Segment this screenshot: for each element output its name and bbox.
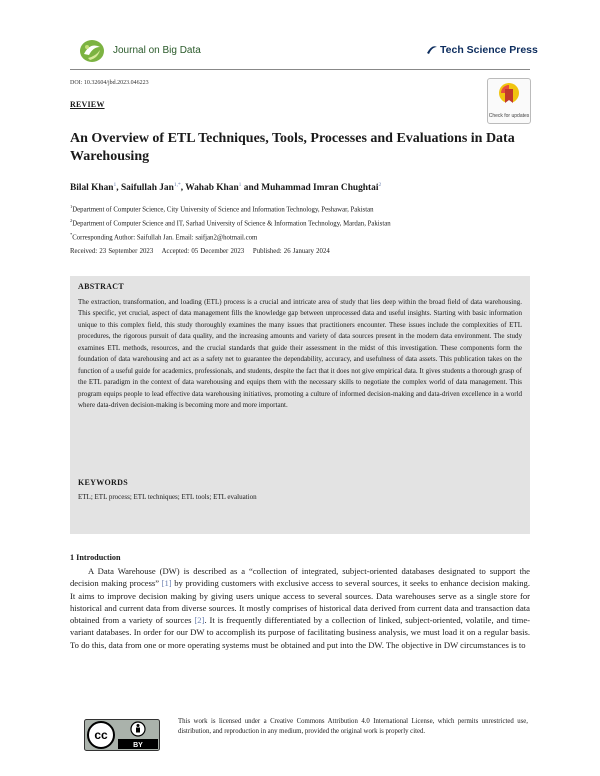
affiliation-mark: 2 (70, 218, 73, 223)
corresponding-text: Corresponding Author: Saifullah Jan. Email: saifjan2@hotmail.com (72, 234, 258, 242)
doi[interactable]: DOI: 10.32604/jbd.2023.046223 (70, 80, 149, 86)
journal-name: Journal on Big Data (113, 45, 201, 56)
keywords-text: ETL; ETL process; ETL techniques; ETL tools; ETL evaluation (78, 493, 257, 501)
corresponding-author (70, 232, 257, 241)
abstract-box (70, 276, 530, 534)
publisher-name: Tech Science Press (440, 44, 538, 56)
author-affiliation-mark: 1,* (173, 182, 181, 188)
author-name: Wahab Khan (185, 183, 239, 194)
publisher-swoosh-icon (426, 44, 438, 56)
citation-link[interactable]: [1] (161, 578, 172, 589)
author-name: Saifullah Jan (120, 183, 174, 194)
by-label: BY (133, 742, 143, 749)
intro-text-part: . It is frequently differentiated by a collection of linked, subject-oriented, volatile, and time-variant databases. In order for our DW to accomplish its purpose of facilitating business analysis, we must load it on a regular basis. To do this, data from one or more operating systems must be obtained and put into the DW. The objective in DW circumstances is to (70, 615, 530, 650)
affiliation-mark: 1 (70, 204, 73, 209)
section-heading: 1 Introduction (70, 553, 121, 562)
creative-commons-icon (84, 719, 160, 751)
corresponding-mark: * (70, 232, 73, 237)
affiliation-text: Department of Computer Science and IT, Sarhad University of Science & Information Technology, Mardan, Pakistan (72, 220, 391, 228)
intro-text-part: A Data Warehouse (DW) is described as a “collection of integrated, subject-oriented databases designated to support the decision making process” (70, 566, 530, 589)
author-name: Muhammad Imran Chughtai (261, 183, 379, 194)
author-affiliation-mark: 1 (113, 182, 117, 188)
publisher-logo (426, 44, 538, 56)
abstract-text: The extraction, transformation, and loading (ETL) process is a crucial and intricate area of study that lies deep within the broad field of data warehousing. This specific, yet crucial, aspect of data management fills the knowledge gap between unprocessed data and useful insights. Starting with basic information unique to this complex field, this study thoroughly examines the many issues that practitioners encounter. These issues include the complexities of ETL procedures, the rigorous pursuit of data quality, and the increasing amounts and variety of data sources present in the modern data environment. The study examines ETL methods, resources, and the crucial standards that guide their assessment in the midst of this investigation. These components form the foundation of data warehousing and act as a safety net to guarantee the dependability, accuracy, and usefulness of data assets. This publication takes on the function of a useful guide for academics, professionals, and students, despite the fact that it does not give empirical data. It gives students a thorough grasp of the ETL paradigm in the context of data warehousing and equips them with the necessary skills to negotiate the complex world of data management. This program equips people to lead effective data warehousing initiatives, promoting a culture of informed decision-making and data-driven excellence in a world where data-driven decision-making is becoming more and more important. (78, 298, 522, 410)
author-affiliation-mark: 2 (378, 182, 382, 188)
cc-label: cc (94, 728, 108, 742)
author-list: Bilal Khan$^1$, Saifullah Jan$^{1,*}$, Wahab Khan$^1$ and Muhammad Imran Chughtai$^2$ (70, 182, 382, 194)
article-type: REVIEW (70, 100, 105, 109)
affiliation (70, 218, 391, 227)
journal-logo (78, 38, 106, 64)
affiliation-text: Department of Computer Science, City University of Science and Information Technology, Peshawar, Pakistan (72, 206, 374, 214)
bookmark-icon (498, 82, 520, 108)
affiliation (70, 204, 374, 213)
check-updates-label: Check for updates (488, 113, 530, 119)
check-updates-badge[interactable] (487, 78, 531, 124)
license-text: This work is licensed under a Creative Commons Attribution 4.0 International License, which permits unrestricted use, distribution, and reproduction in any medium, provided the original work is properly cited. (178, 718, 528, 735)
citation-link[interactable]: [2] (194, 615, 205, 626)
publication-dates: Received: 23 September 2023 Accepted: 05 December 2023 Published: 26 January 2024 (70, 248, 330, 255)
journal-logo-icon (78, 38, 106, 64)
abstract-heading: ABSTRACT (78, 282, 124, 291)
intro-text-part: by providing customers with exclusive access to several sources, it seeks to enhance decision making. It aims to improve decision making by giving users unique access to several sources. Data warehouses serve as a single store for historical and current data from diverse sources. It mostly comprises of historical data derived from current data and transaction data obtained from a variety of sources (70, 578, 530, 626)
introduction-paragraph (70, 565, 530, 651)
header-divider (70, 69, 530, 70)
author-affiliation-mark: 1 (238, 182, 242, 188)
paper-title: An Overview of ETL Techniques, Tools, Processes and Evaluations in Data Warehousing (70, 131, 515, 164)
cc-by-license-badge[interactable] (84, 719, 160, 751)
keywords-heading: KEYWORDS (78, 478, 128, 487)
author-name: Bilal Khan (70, 183, 114, 194)
